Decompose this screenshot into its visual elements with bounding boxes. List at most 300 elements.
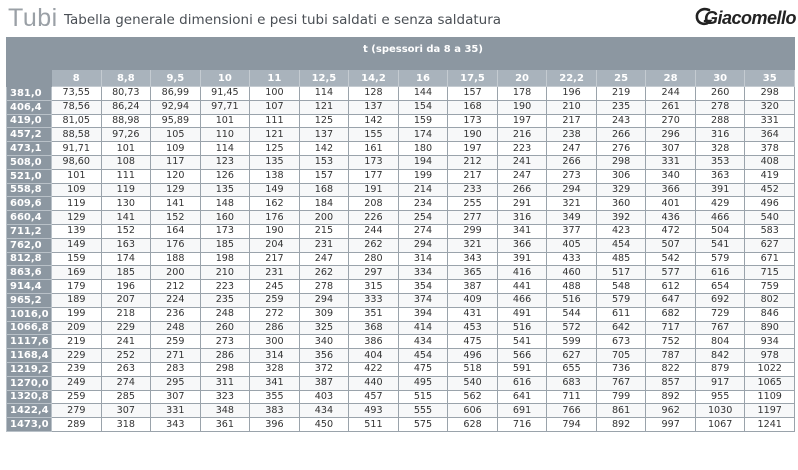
weight-cell: 278	[695, 100, 745, 114]
weight-cell: 579	[695, 252, 745, 266]
diameter-cell: 381,0	[7, 87, 52, 101]
weight-cell: 364	[745, 128, 795, 142]
weight-cell: 300	[250, 335, 300, 349]
weight-cell: 255	[448, 197, 498, 211]
weight-cell: 217	[547, 114, 597, 128]
thickness-column-header: 30	[695, 70, 745, 87]
table-row	[7, 211, 795, 225]
weight-cell: 100	[250, 87, 300, 101]
weight-cell: 215	[299, 224, 349, 238]
weight-cell: 822	[646, 362, 696, 376]
weight-cell: 422	[349, 362, 399, 376]
weight-cell: 628	[448, 418, 498, 432]
weight-cell: 729	[695, 307, 745, 321]
table-body	[7, 87, 795, 432]
weight-cell: 716	[497, 418, 547, 432]
weight-cell: 190	[250, 224, 300, 238]
table-row	[7, 404, 795, 418]
weight-cell: 164	[151, 224, 201, 238]
weight-cell: 647	[646, 293, 696, 307]
weight-cell: 236	[151, 307, 201, 321]
table-row	[7, 307, 795, 321]
weight-cell: 179	[52, 280, 102, 294]
weight-cell: 148	[200, 197, 250, 211]
weight-cell: 842	[695, 349, 745, 363]
thickness-column-header: 11	[250, 70, 300, 87]
weight-cell: 401	[646, 197, 696, 211]
weight-cell: 641	[497, 390, 547, 404]
weight-cell: 409	[448, 293, 498, 307]
weight-cell: 767	[695, 321, 745, 335]
thickness-column-header: 28	[646, 70, 696, 87]
weight-cell: 655	[547, 362, 597, 376]
weight-cell: 416	[497, 266, 547, 280]
weight-cell: 266	[547, 155, 597, 169]
weight-cell: 263	[101, 362, 151, 376]
diameter-cell: 711,2	[7, 224, 52, 238]
weight-cell: 274	[398, 224, 448, 238]
weight-cell: 892	[646, 390, 696, 404]
weight-cell: 188	[151, 252, 201, 266]
weight-cell: 121	[250, 128, 300, 142]
weight-cell: 214	[398, 183, 448, 197]
weight-cell: 917	[695, 376, 745, 390]
weight-cell: 466	[497, 293, 547, 307]
diameter-header	[7, 70, 52, 87]
weight-cell: 612	[646, 280, 696, 294]
spacer-row	[7, 61, 795, 70]
weight-cell: 283	[151, 362, 201, 376]
weight-cell: 329	[596, 183, 646, 197]
weight-cell: 890	[745, 321, 795, 335]
weight-cell: 216	[497, 128, 547, 142]
weight-cell: 239	[52, 362, 102, 376]
weight-cell: 135	[200, 183, 250, 197]
weight-cell: 516	[497, 321, 547, 335]
table-row	[7, 293, 795, 307]
weight-cell: 120	[151, 169, 201, 183]
weight-cell: 351	[349, 307, 399, 321]
weight-cell: 173	[200, 224, 250, 238]
weight-cell: 616	[497, 376, 547, 390]
weight-cell: 105	[151, 128, 201, 142]
weight-cell: 298	[745, 87, 795, 101]
weight-cell: 208	[349, 197, 399, 211]
thickness-column-header: 12,5	[299, 70, 349, 87]
weight-cell: 340	[646, 169, 696, 183]
weight-cell: 291	[497, 197, 547, 211]
weight-cell: 978	[745, 349, 795, 363]
weight-cell: 306	[596, 169, 646, 183]
weight-cell: 391	[695, 183, 745, 197]
weight-cell: 516	[547, 293, 597, 307]
weight-cell: 204	[250, 238, 300, 252]
weight-cell: 671	[745, 252, 795, 266]
weight-cell: 454	[596, 238, 646, 252]
weight-cell: 562	[448, 390, 498, 404]
weight-cell: 91,71	[52, 142, 102, 156]
weight-cell: 174	[101, 252, 151, 266]
diameter-cell: 914,4	[7, 280, 52, 294]
thickness-column-header: 14,2	[349, 70, 399, 87]
weight-cell: 245	[250, 280, 300, 294]
weight-cell: 861	[596, 404, 646, 418]
weight-cell: 627	[547, 349, 597, 363]
weight-cell: 129	[151, 183, 201, 197]
weight-cell: 540	[745, 211, 795, 225]
weight-cell: 176	[151, 238, 201, 252]
weight-cell: 419	[745, 169, 795, 183]
weight-cell: 190	[497, 100, 547, 114]
weight-cell: 139	[52, 224, 102, 238]
weight-cell: 91,45	[200, 87, 250, 101]
weight-cell: 577	[646, 266, 696, 280]
logo-wordmark: Giacomello	[704, 8, 797, 28]
weight-cell: 152	[151, 211, 201, 225]
weight-cell: 144	[398, 87, 448, 101]
weight-cell: 168	[448, 100, 498, 114]
diameter-cell: 1219,2	[7, 362, 52, 376]
weight-cell: 277	[448, 211, 498, 225]
weight-cell: 349	[547, 211, 597, 225]
weight-cell: 223	[497, 142, 547, 156]
weight-cell: 540	[448, 376, 498, 390]
weight-cell: 178	[497, 87, 547, 101]
weight-cell: 575	[398, 418, 448, 432]
table-row	[7, 114, 795, 128]
weight-cell: 294	[398, 238, 448, 252]
weight-cell: 542	[646, 252, 696, 266]
weight-cell: 341	[250, 376, 300, 390]
weight-cell: 294	[299, 293, 349, 307]
weight-cell: 88,58	[52, 128, 102, 142]
weight-cell: 434	[299, 404, 349, 418]
diameter-cell: 558,8	[7, 183, 52, 197]
weight-cell: 857	[646, 376, 696, 390]
weight-cell: 97,26	[101, 128, 151, 142]
weight-cell: 286	[250, 321, 300, 335]
diameter-cell: 1473,0	[7, 418, 52, 432]
weight-cell: 892	[596, 418, 646, 432]
weight-cell: 86,24	[101, 100, 151, 114]
diameter-cell: 1422,4	[7, 404, 52, 418]
weight-cell: 766	[547, 404, 597, 418]
weight-cell: 114	[200, 142, 250, 156]
weight-cell: 273	[547, 169, 597, 183]
weight-cell: 414	[398, 321, 448, 335]
weight-cell: 152	[101, 224, 151, 238]
weight-cell: 109	[151, 142, 201, 156]
weight-cell: 157	[448, 87, 498, 101]
weight-cell: 137	[349, 100, 399, 114]
weight-cell: 491	[497, 307, 547, 321]
weight-cell: 361	[200, 418, 250, 432]
weight-cell: 408	[745, 155, 795, 169]
weight-cell: 129	[52, 211, 102, 225]
weight-cell: 160	[200, 211, 250, 225]
weight-cell: 141	[101, 211, 151, 225]
weight-cell: 493	[349, 404, 399, 418]
weight-cell: 391	[497, 252, 547, 266]
weight-cell: 298	[200, 362, 250, 376]
weight-cell: 627	[745, 238, 795, 252]
table-row	[7, 87, 795, 101]
weight-cell: 229	[101, 321, 151, 335]
weight-cell: 405	[547, 238, 597, 252]
table-row	[7, 183, 795, 197]
weight-cell: 101	[52, 169, 102, 183]
weight-cell: 286	[200, 349, 250, 363]
weight-cell: 429	[695, 197, 745, 211]
weight-cell: 259	[151, 335, 201, 349]
weight-cell: 196	[101, 280, 151, 294]
thickness-column-header: 22,2	[547, 70, 597, 87]
weight-cell: 355	[250, 390, 300, 404]
weight-cell: 997	[646, 418, 696, 432]
weight-cell: 154	[398, 100, 448, 114]
diameter-cell: 965,2	[7, 293, 52, 307]
weight-cell: 321	[547, 197, 597, 211]
weight-cell: 1241	[745, 418, 795, 432]
weight-cell: 466	[695, 211, 745, 225]
weight-cell: 431	[448, 307, 498, 321]
thickness-caption: t (spessori da 8 a 35)	[52, 38, 795, 61]
weight-cell: 135	[250, 155, 300, 169]
weight-cell: 541	[695, 238, 745, 252]
weight-cell: 496	[745, 197, 795, 211]
weight-cell: 297	[349, 266, 399, 280]
weight-cell: 372	[299, 362, 349, 376]
weight-cell: 495	[398, 376, 448, 390]
table-row	[7, 266, 795, 280]
weight-cell: 218	[101, 307, 151, 321]
weight-cell: 173	[349, 155, 399, 169]
diameter-cell: 406,4	[7, 100, 52, 114]
weight-cell: 394	[398, 307, 448, 321]
weight-cell: 219	[52, 335, 102, 349]
weight-cell: 583	[745, 224, 795, 238]
weight-cell: 196	[547, 87, 597, 101]
weight-cell: 309	[299, 307, 349, 321]
weight-cell: 259	[52, 390, 102, 404]
weight-cell: 260	[200, 321, 250, 335]
weight-cell: 109	[52, 183, 102, 197]
weight-cell: 642	[596, 321, 646, 335]
weight-cell: 244	[349, 224, 399, 238]
weight-cell: 117	[151, 155, 201, 169]
weight-cell: 80,73	[101, 87, 151, 101]
weight-cell: 1065	[745, 376, 795, 390]
company-logo	[694, 6, 797, 30]
weight-cell: 200	[299, 211, 349, 225]
weight-cell: 111	[250, 114, 300, 128]
weight-cell: 318	[101, 418, 151, 432]
weight-cell: 280	[349, 252, 399, 266]
weight-cell: 209	[52, 321, 102, 335]
weight-cell: 123	[200, 155, 250, 169]
weight-cell: 368	[349, 321, 399, 335]
weight-cell: 387	[448, 280, 498, 294]
weight-cell: 125	[299, 114, 349, 128]
weight-cell: 511	[349, 418, 399, 432]
weight-cell: 159	[398, 114, 448, 128]
weight-cell: 392	[596, 211, 646, 225]
thickness-column-header: 16	[398, 70, 448, 87]
weight-cell: 328	[695, 142, 745, 156]
weight-cell: 241	[497, 155, 547, 169]
weight-cell: 198	[200, 252, 250, 266]
weight-cell: 185	[101, 266, 151, 280]
weight-cell: 333	[349, 293, 399, 307]
weight-cell: 366	[497, 238, 547, 252]
weight-cell: 278	[299, 280, 349, 294]
weight-cell: 296	[646, 128, 696, 142]
weight-cell: 544	[547, 307, 597, 321]
table-row	[7, 224, 795, 238]
weight-cell: 95,89	[151, 114, 201, 128]
weight-cell: 155	[349, 128, 399, 142]
table-row	[7, 390, 795, 404]
weight-cell: 189	[52, 293, 102, 307]
weight-cell: 452	[745, 183, 795, 197]
weight-cell: 224	[151, 293, 201, 307]
weight-cell: 168	[299, 183, 349, 197]
table-row	[7, 349, 795, 363]
diameter-cell: 508,0	[7, 155, 52, 169]
weight-cell: 244	[646, 87, 696, 101]
weight-cell: 298	[596, 155, 646, 169]
weight-cell: 457	[349, 390, 399, 404]
weight-cell: 142	[349, 114, 399, 128]
table-row	[7, 169, 795, 183]
weight-cell: 804	[695, 335, 745, 349]
thickness-column-header: 20	[497, 70, 547, 87]
weight-cell: 78,56	[52, 100, 102, 114]
diameter-cell: 863,6	[7, 266, 52, 280]
weight-cell: 199	[398, 169, 448, 183]
diameter-cell: 1270,0	[7, 376, 52, 390]
weight-cell: 266	[596, 128, 646, 142]
weight-cell: 507	[646, 238, 696, 252]
weight-cell: 243	[596, 114, 646, 128]
weight-cell: 81,05	[52, 114, 102, 128]
weight-cell: 343	[151, 418, 201, 432]
weight-cell: 450	[299, 418, 349, 432]
weight-cell: 315	[349, 280, 399, 294]
weight-cell: 691	[497, 404, 547, 418]
weight-cell: 488	[547, 280, 597, 294]
weight-cell: 88,98	[101, 114, 151, 128]
table-row	[7, 155, 795, 169]
thickness-column-header: 8	[52, 70, 102, 87]
diameter-cell: 1016,0	[7, 307, 52, 321]
weight-cell: 200	[151, 266, 201, 280]
table-row	[7, 100, 795, 114]
weight-cell: 1067	[695, 418, 745, 432]
weight-cell: 440	[349, 376, 399, 390]
weight-cell: 566	[497, 349, 547, 363]
weight-cell: 341	[497, 224, 547, 238]
weight-cell: 515	[398, 390, 448, 404]
thickness-column-header: 35	[745, 70, 795, 87]
weight-cell: 177	[349, 169, 399, 183]
weight-cell: 423	[596, 224, 646, 238]
weight-cell: 705	[596, 349, 646, 363]
weight-cell: 377	[547, 224, 597, 238]
weight-cell: 366	[646, 183, 696, 197]
weight-cell: 128	[349, 87, 399, 101]
weight-cell: 334	[398, 266, 448, 280]
weight-cell: 934	[745, 335, 795, 349]
weight-cell: 114	[299, 87, 349, 101]
diameter-cell: 1117,6	[7, 335, 52, 349]
weight-cell: 194	[398, 155, 448, 169]
weight-cell: 846	[745, 307, 795, 321]
weight-cell: 101	[200, 114, 250, 128]
weight-cell: 654	[695, 280, 745, 294]
weight-cell: 247	[299, 252, 349, 266]
weight-cell: 572	[547, 321, 597, 335]
weight-cell: 403	[299, 390, 349, 404]
weight-cell: 217	[250, 252, 300, 266]
weight-cell: 331	[151, 404, 201, 418]
weight-cell: 1197	[745, 404, 795, 418]
weight-cell: 260	[695, 87, 745, 101]
diameter-cell: 1066,8	[7, 321, 52, 335]
weight-cell: 162	[250, 197, 300, 211]
thickness-column-header: 17,5	[448, 70, 498, 87]
weight-cell: 767	[596, 376, 646, 390]
diameter-cell: 762,0	[7, 238, 52, 252]
weight-cell: 736	[596, 362, 646, 376]
weight-cell: 794	[547, 418, 597, 432]
weight-cell: 119	[101, 183, 151, 197]
weight-cell: 383	[250, 404, 300, 418]
weight-cell: 1022	[745, 362, 795, 376]
weight-cell: 191	[349, 183, 399, 197]
diameter-cell: 419,0	[7, 114, 52, 128]
weight-cell: 107	[250, 100, 300, 114]
weight-cell: 294	[547, 183, 597, 197]
weight-cell: 314	[250, 349, 300, 363]
weight-cell: 157	[299, 169, 349, 183]
weight-cell: 262	[349, 238, 399, 252]
weight-cell: 73,55	[52, 87, 102, 101]
weight-cell: 307	[646, 142, 696, 156]
weight-cell: 331	[646, 155, 696, 169]
weight-cell: 111	[101, 169, 151, 183]
weight-cell: 210	[547, 100, 597, 114]
weight-cell: 252	[101, 349, 151, 363]
thickness-column-header: 8,8	[101, 70, 151, 87]
weight-cell: 307	[151, 390, 201, 404]
weight-cell: 353	[695, 155, 745, 169]
weight-cell: 169	[52, 266, 102, 280]
weight-cell: 555	[398, 404, 448, 418]
weight-cell: 279	[52, 404, 102, 418]
weight-cell: 235	[596, 100, 646, 114]
weight-cell: 234	[398, 197, 448, 211]
weight-cell: 673	[596, 335, 646, 349]
weight-cell: 599	[547, 335, 597, 349]
weight-cell: 1030	[695, 404, 745, 418]
table-row	[7, 321, 795, 335]
weight-cell: 311	[200, 376, 250, 390]
weight-cell: 331	[745, 114, 795, 128]
dimensions-weights-table	[6, 37, 795, 432]
weight-cell: 270	[646, 114, 696, 128]
weight-cell: 343	[448, 252, 498, 266]
